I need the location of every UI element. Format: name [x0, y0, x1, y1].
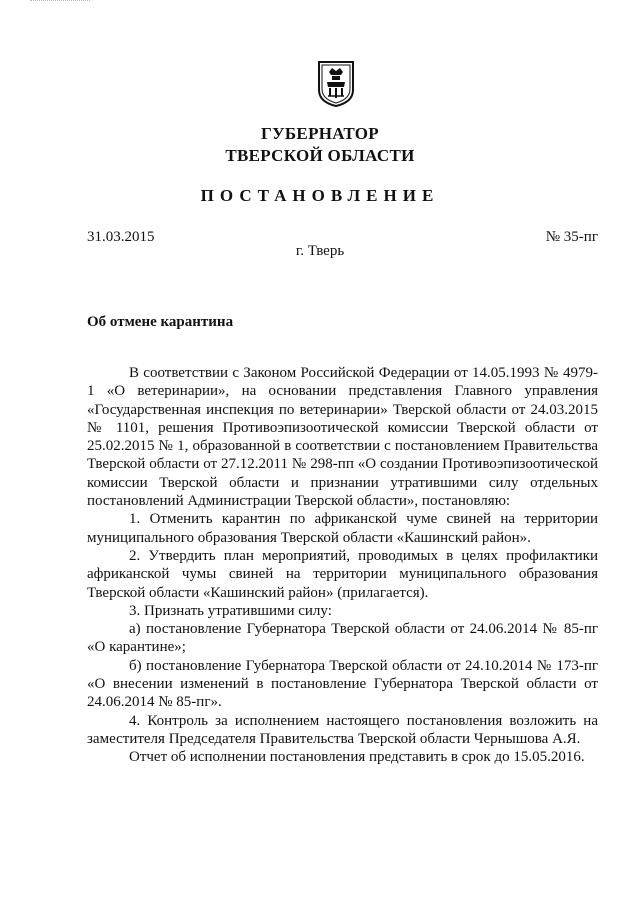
paragraph-item-3a: а) постановление Губернатора Тверской области от 24.06.2014 № 85-пг «О карантине»; [87, 621, 598, 656]
paragraph-item-3: 3. Признать утратившими силу: [129, 602, 332, 619]
document-body [87, 364, 598, 767]
scan-artifact [30, 0, 90, 3]
document-type: ПОСТАНОВЛЕНИЕ [200, 186, 440, 205]
document-city: г. Тверь [295, 243, 345, 259]
document-subject: Об отмене карантина [87, 314, 234, 330]
coat-of-arms-icon [317, 60, 355, 108]
paragraph-item-3b: б) постановление Губернатора Тверской области от 24.10.2014 № 173-пг «О внесении изменений в постановление Губернатора Тверской области от 24.06.2014 № 85-пг». [87, 657, 598, 711]
authority-title-line1: ГУБЕРНАТОР [261, 124, 379, 143]
paragraph-item-4: 4. Контроль за исполнением настоящего постановления возложить на заместителя Председателя Правительства Тверской области Чернышова А.Я. [87, 712, 598, 747]
paragraph-report: Отчет об исполнении постановления представить в срок до 15.05.2016. [129, 749, 585, 766]
paragraph-item-1: 1. Отменить карантин по африканской чуме свиней на территории муниципального образования Тверской области «Кашинский район». [87, 511, 598, 546]
document-number: № 35-пг [545, 229, 598, 245]
authority-title-line2: ТВЕРСКОЙ ОБЛАСТИ [225, 146, 415, 165]
paragraph-preamble: В соответствии с Законом Российской Федерации от 14.05.1993 № 4979-1 «О ветеринарии», на основании представления Главного управления «Государственная инспекция по ветеринарии» Тверской области от 24.03.2015 № 1101, решения Противоэпизоотической комиссии Тверской области от 25.02.2015 № 1, образованной в соответствии с постановлением Правительства Тверской области от 27.12.2011 № 298-пп «О создании Противоэпизоотической комиссии Тверской области и признании утратившими силу отдельных постановлений Администрации Тверской области», постановляю: [87, 365, 598, 510]
paragraph-item-2: 2. Утвердить план мероприятий, проводимых в целях профилактики африканской чумы свиней на территории муниципального образования Тверской области «Кашинский район» (прилагается). [87, 547, 598, 601]
document-date: 31.03.2015 [87, 229, 155, 245]
